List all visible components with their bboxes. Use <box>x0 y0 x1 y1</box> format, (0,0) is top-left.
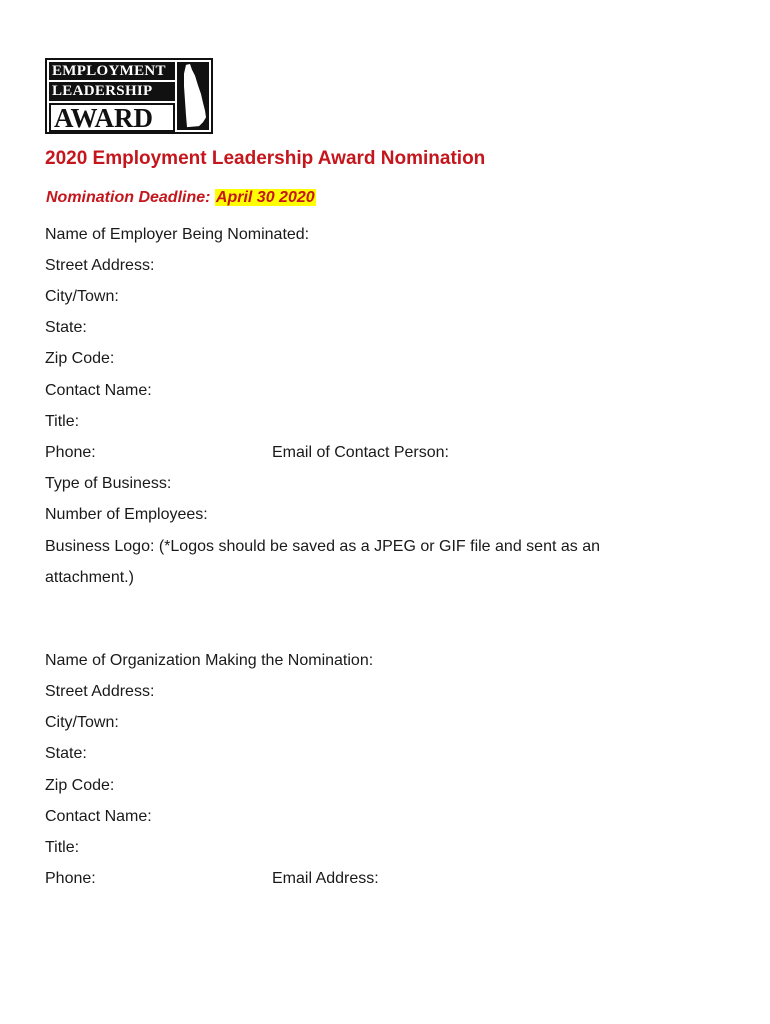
employer-title-label: Title: <box>45 413 80 430</box>
employer-street-label: Street Address: <box>45 257 155 274</box>
logo-line-employment: EMPLOYMENT <box>49 62 175 80</box>
employer-zip-label: Zip Code: <box>45 350 115 367</box>
employer-name-label: Name of Employer Being Nominated: <box>45 226 310 243</box>
nominator-name-label: Name of Organization Making the Nomination: <box>45 652 374 669</box>
employer-logo-label-continued: attachment.) <box>45 569 134 586</box>
employer-email-label: Email of Contact Person: <box>272 444 449 461</box>
employer-logo-label: Business Logo: (*Logos should be saved as a JPEG or GIF file and sent as an <box>45 538 600 555</box>
employer-contact-label: Contact Name: <box>45 382 152 399</box>
logo-wordmark <box>47 60 175 132</box>
new-hampshire-state-icon <box>177 62 209 130</box>
deadline-date: April 30 2020 <box>215 189 315 206</box>
employer-business-type-label: Type of Business: <box>45 475 172 492</box>
nominator-phone-label: Phone: <box>45 870 96 887</box>
nominator-title-label: Title: <box>45 839 80 856</box>
nominator-contact-label: Contact Name: <box>45 808 152 825</box>
nominator-state-label: State: <box>45 745 87 762</box>
nominator-street-label: Street Address: <box>45 683 155 700</box>
employer-employees-label: Number of Employees: <box>45 506 208 523</box>
employer-phone-label: Phone: <box>45 444 96 461</box>
employer-city-label: City/Town: <box>45 288 119 305</box>
employer-state-label: State: <box>45 319 87 336</box>
nominator-email-label: Email Address: <box>272 870 379 887</box>
deadline-label: Nomination Deadline: <box>46 189 211 206</box>
nominator-zip-label: Zip Code: <box>45 777 115 794</box>
nominator-city-label: City/Town: <box>45 714 119 731</box>
nomination-deadline <box>46 189 316 207</box>
award-logo <box>45 58 213 134</box>
form-title: 2020 Employment Leadership Award Nomination <box>45 148 486 169</box>
logo-line-leadership: LEADERSHIP <box>49 82 175 100</box>
logo-line-award: AWARD <box>49 103 175 132</box>
